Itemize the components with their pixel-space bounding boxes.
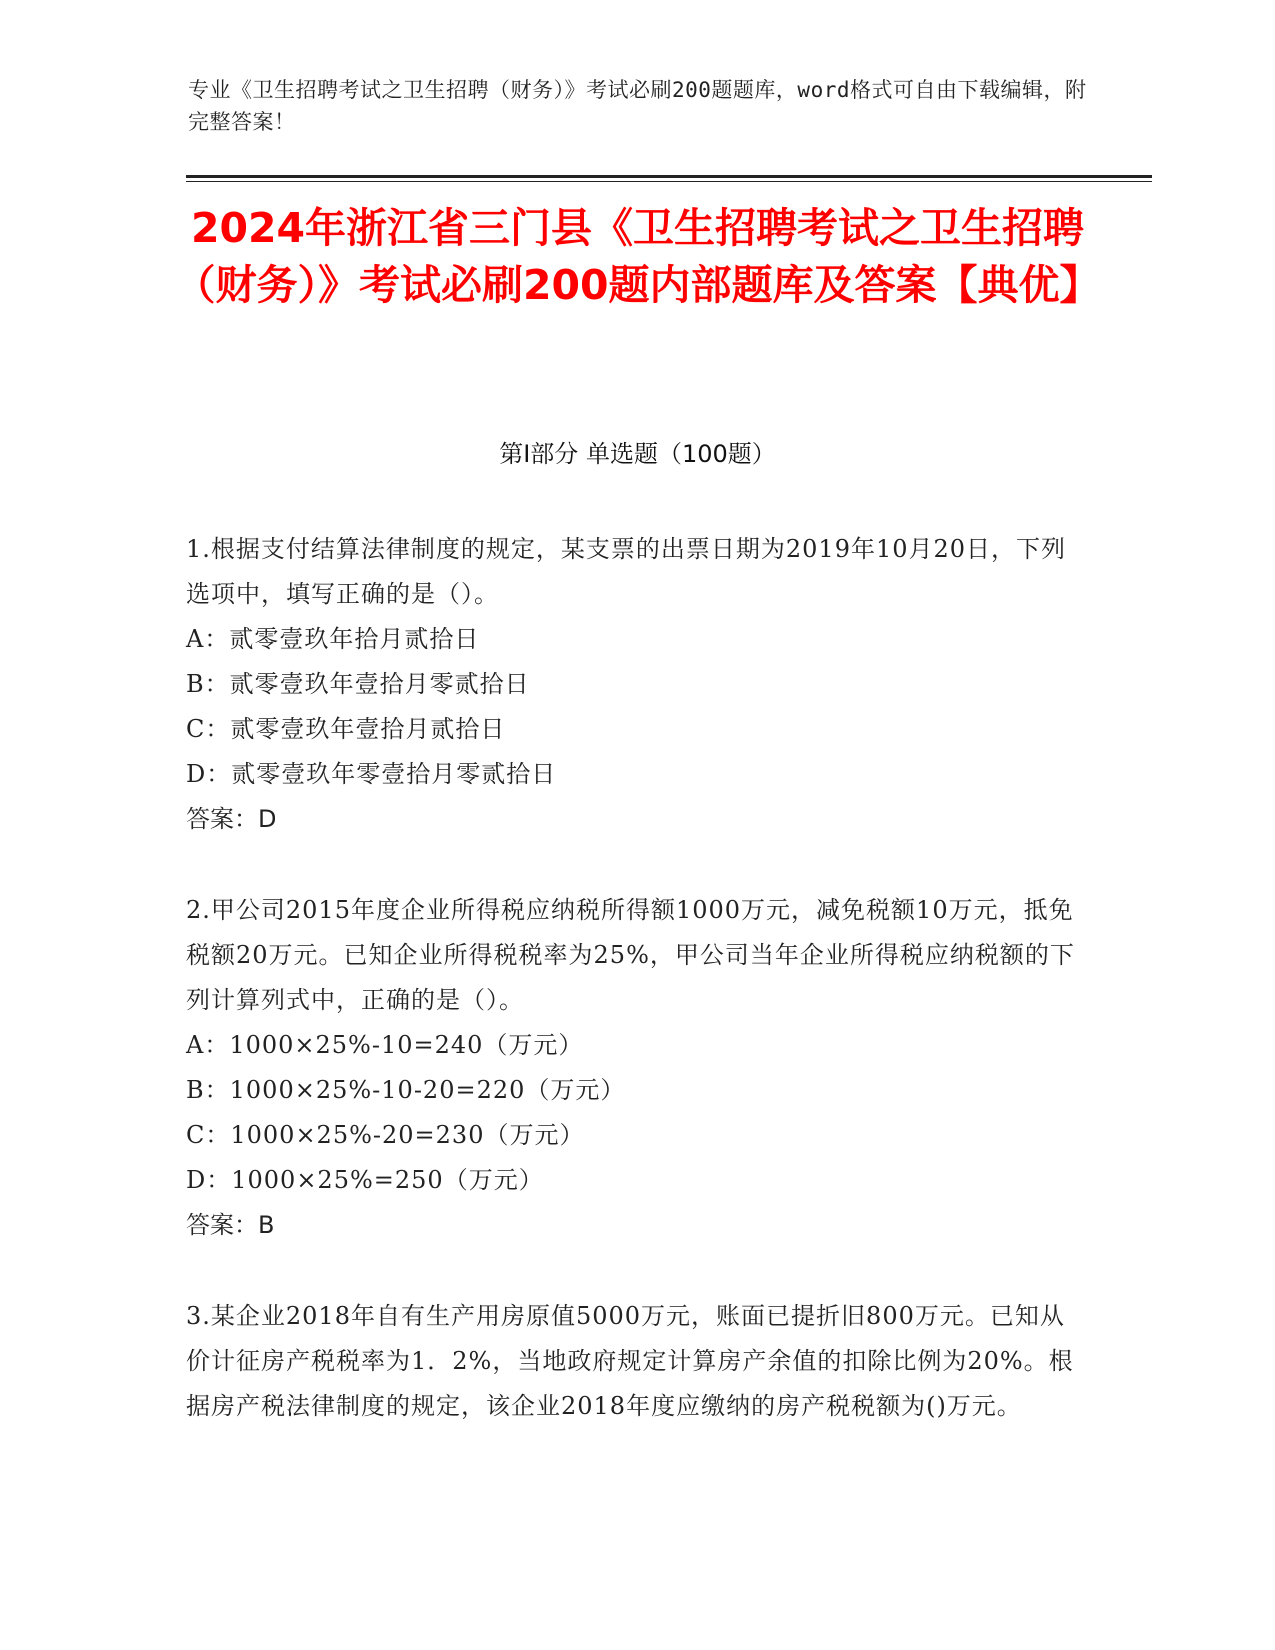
- option-b: B：1000×25%-10-20=220（万元）: [186, 1076, 626, 1104]
- question-stem: 3.某企业2018年自有生产用房原值5000万元，账面已提折旧800万元。已知从价计征房产税税率为1．2%，当地政府规定计算房产余值的扣除比例为20%。根据房产税法律制度的规定，该企业2018年度应缴纳的房产税税额为()万元。: [186, 1302, 1074, 1420]
- section-title: 第Ⅰ部分 单选题（100题）: [499, 440, 776, 468]
- question-3: [186, 1294, 1076, 1429]
- header-divider-thick: [186, 175, 1152, 178]
- question-list: [186, 527, 1076, 1475]
- option-a: A：1000×25%-10=240（万元）: [186, 1031, 584, 1059]
- question-2: [186, 888, 1076, 1248]
- document-title: 2024年浙江省三门县《卫生招聘考试之卫生招聘（财务）》考试必刷200题内部题库及答案【典优】: [174, 204, 1101, 309]
- question-1: [186, 527, 1076, 842]
- question-answer: 答案：D: [186, 805, 277, 833]
- question-answer: 答案：B: [186, 1211, 275, 1239]
- option-a: A：贰零壹玖年拾月贰拾日: [186, 625, 480, 653]
- question-stem: 2.甲公司2015年度企业所得税应纳税所得额1000万元，减免税额10万元，抵免税额20万元。已知企业所得税税率为25%，甲公司当年企业所得税应纳税额的下列计算列式中，正确的是（）。: [186, 896, 1075, 1014]
- option-c: C：1000×25%-20=230（万元）: [186, 1121, 585, 1149]
- option-b: B：贰零壹玖年壹拾月零贰拾日: [186, 670, 530, 698]
- option-d: D：贰零壹玖年零壹拾月零贰拾日: [186, 760, 557, 788]
- header-divider-thin: [186, 181, 1152, 182]
- option-d: D：1000×25%=250（万元）: [186, 1166, 544, 1194]
- question-stem: 1.根据支付结算法律制度的规定，某支票的出票日期为2019年10月20日，下列选项中，填写正确的是（）。: [186, 535, 1067, 608]
- header-note: 专业《卫生招聘考试之卫生招聘（财务）》考试必刷200题题库，word格式可自由下载编辑，附完整答案！: [188, 78, 1087, 134]
- option-c: C：贰零壹玖年壹拾月贰拾日: [186, 715, 506, 743]
